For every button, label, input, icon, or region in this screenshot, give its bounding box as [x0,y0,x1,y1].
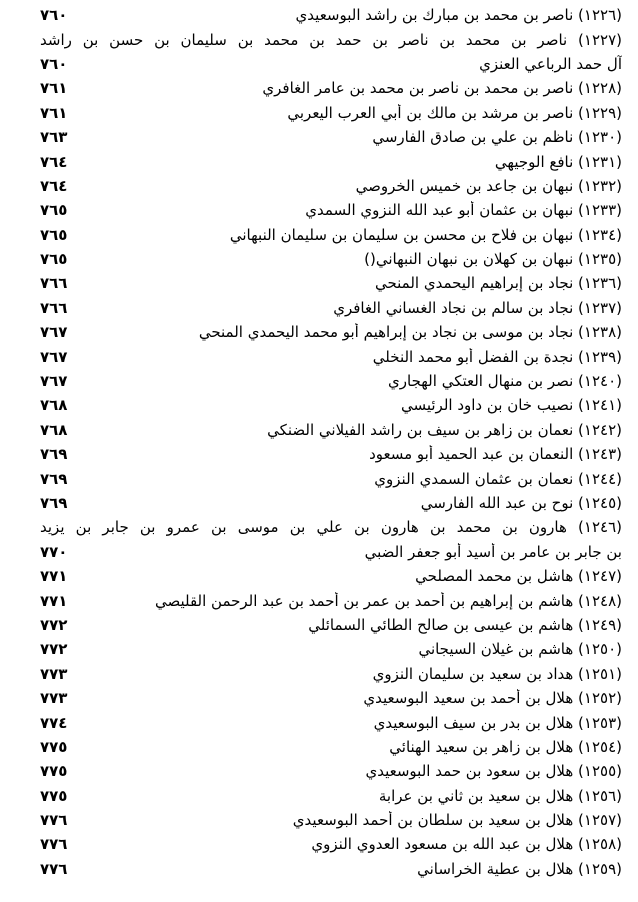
entry-name: (١٢٢٨) ناصر بن محمد بن ناصر بن محمد بن عامر الغافري [262,79,622,98]
entry-name: (١٢٤٩) هاشم بن عيسى بن صالح الطائي السمائلي [308,615,622,634]
page-number: ٧٦٧ [40,323,68,342]
page-number: ٧٦٥ [40,201,68,220]
entry-name: (١٢٥٩) هلال بن عطية الخراساني [417,859,622,878]
entry-name: (١٢٤٨) هاشم بن إبراهيم بن أحمد بن عمر بن أحمد بن عبد الرحمن القليصي [154,591,622,610]
entry-name: (١٢٥٦) هلال بن سعيد بن ثاني بن عرابة [378,786,622,805]
entry-name: (١٢٢٧) ناصر بن محمد بن ناصر بن حمد بن محمد بن سليمان بن حسن بن راشد [40,30,622,49]
page-number: ٧٦٠ [40,54,68,73]
entry-name: (١٢٣٣) نبهان بن عثمان أبو عبد الله النزوي السمدي [305,201,622,220]
entry-name: بن جابر بن عامر بن أسيد أبو جعفر الضبي [364,542,622,561]
page-number: ٧٦١ [40,79,68,98]
entry-name: (١٢٤٠) نصر بن منهال العتكي الهجاري [388,372,622,391]
index-entry [40,149,622,173]
page-number: ٧٦٠ [40,6,68,25]
page-number: ٧٧١ [40,567,68,586]
entry-name: (١٢٥٧) هلال بن سعيد بن سلطان بن أحمد البوسعيدي [292,811,622,830]
page-number: ٧٧٠ [40,542,68,561]
index-entry [40,247,622,271]
index-entry [40,101,622,125]
entry-name: (١٢٣٧) نجاد بن سالم بن نجاد الغساني الغافري [333,298,622,317]
entry-name: (١٢٤٥) نوح بن عبد الله الفارسي [420,494,622,512]
page-number: ٧٦٦ [40,298,68,317]
page-number: ٧٧٥ [40,737,68,756]
entry-name: (١٢٣٨) نجاد بن موسى بن نجاد بن إبراهيم أبو محمد اليحمدي المنحي [198,323,622,342]
index-entry [40,296,622,320]
index-entry [40,466,622,490]
entry-name: (١٢٥٢) هلال بن أحمد بن سعيد البوسعيدي [363,689,622,708]
page-number: ٧٦٩ [40,469,68,488]
index-entry [40,3,622,27]
page-number: ٧٧٦ [40,859,68,878]
index-entry [40,174,622,198]
index-entry [40,27,622,51]
entry-name: (١٢٥١) هداد بن سعيد بن سليمان النزوي [372,664,622,683]
page-number: ٧٦١ [40,103,68,122]
index-entry [40,76,622,100]
page-number: ٧٦٤ [40,176,68,195]
page-number: ٧٦٣ [40,128,68,147]
index-entry [40,808,622,832]
entry-name: (١٢٣١) نافع الوجيهي [494,152,622,171]
entry-name: (١٢٢٩) ناصر بن مرشد بن مالك بن أبي العرب اليعربي [287,103,622,122]
page-number: ٧٧٤ [40,713,68,732]
page-number: ٧٦٨ [40,420,68,439]
index-entry [40,320,622,344]
index-entry [40,540,622,564]
index-entry [40,784,622,808]
index-entry [40,515,622,539]
page-number: ٧٧٥ [40,762,68,781]
entry-name: (١٢٢٦) ناصر بن محمد بن مبارك بن راشد البوسعيدي [295,6,622,25]
entry-name: (١٢٤٣) النعمان بن عبد الحميد أبو مسعود [369,445,622,464]
index-entry [40,832,622,856]
index-entry [40,344,622,368]
index-entry [40,491,622,515]
entry-name: (١٢٥٥) هلال بن سعود بن حمد البوسعيدي [365,762,622,781]
index-entry [40,125,622,149]
page-number: ٧٧٦ [40,835,68,854]
page-number: ٧٦٩ [40,445,68,464]
page-number: ٧٧٥ [40,786,68,805]
page-number: ٧٧٣ [40,689,68,708]
entry-name: (١٢٤٦) هارون بن محمد بن هارون بن علي بن موسى بن عمرو بن جابر بن يزيد [40,518,622,537]
entry-name: (١٢٣٩) نجدة بن الفضل أبو محمد النخلي [372,347,622,366]
index-entry [40,613,622,637]
entry-name: (١٢٣٢) نبهان بن جاعد بن خميس الخروصي [355,176,622,195]
index-entry [40,271,622,295]
index-entry [40,442,622,466]
entry-name: (١٢٥٣) هلال بن بدر بن سيف البوسعيدي [373,713,622,732]
entry-name: (١٢٤٢) نعمان بن زاهر بن سيف بن راشد الفيلاني الضنكي [267,420,622,439]
index-entry [40,588,622,612]
index-entry [40,564,622,588]
index-entry [40,418,622,442]
index-entry [40,662,622,686]
entry-name: (١٢٤١) نصيب خان بن داود الرئيسي [400,396,622,415]
page-number: ٧٦٩ [40,494,68,512]
page-number: ٧٦٦ [40,274,68,293]
index-entry [40,393,622,417]
page-number: ٧٦٤ [40,152,68,171]
index-entry [40,710,622,734]
index-entry [40,637,622,661]
entry-name: آل حمد الرباعي العنزي [479,54,622,73]
page-number: ٧٦٧ [40,347,68,366]
index-entry [40,223,622,247]
page-number: ٧٦٨ [40,396,68,415]
page-number: ٧٦٥ [40,225,68,244]
index-entry [40,857,622,881]
page-number: ٧٧٣ [40,664,68,683]
entry-name: (١٢٤٧) هاشل بن محمد المصلحي [415,567,622,586]
entry-name: (١٢٥٨) هلال بن عبد الله بن مسعود العدوي النزوي [311,835,622,854]
entry-name: (١٢٣٠) ناظم بن علي بن صادق الفارسي [372,128,622,147]
page-number: ٧٦٥ [40,250,68,269]
entry-name: (١٢٣٤) نبهان بن فلاح بن محسن بن سليمان بن سليمان النبهاني [229,225,622,244]
entry-name: (١٢٣٦) نجاد بن إبراهيم اليحمدي المنحي [374,274,622,293]
index-entry [40,369,622,393]
page-number: ٧٧٢ [40,640,68,659]
index-entry [40,735,622,759]
entry-name: (١٢٣٥) نبهان بن كهلان بن نبهان النبهاني() [364,250,622,269]
page-number: ٧٦٧ [40,372,68,391]
index-entry [40,759,622,783]
entry-name: (١٢٤٤) نعمان بن عثمان السمدي النزوي [374,469,622,488]
index-entry [40,198,622,222]
index-entry [40,686,622,710]
entry-name: (١٢٥٤) هلال بن زاهر بن سعيد الهنائي [389,737,622,756]
page-number: ٧٧١ [40,591,68,610]
page-number: ٧٧٢ [40,615,68,634]
entry-name: (١٢٥٠) هاشم بن غيلان السيجاني [418,640,622,659]
index-entry [40,52,622,76]
page-number: ٧٧٦ [40,811,68,830]
